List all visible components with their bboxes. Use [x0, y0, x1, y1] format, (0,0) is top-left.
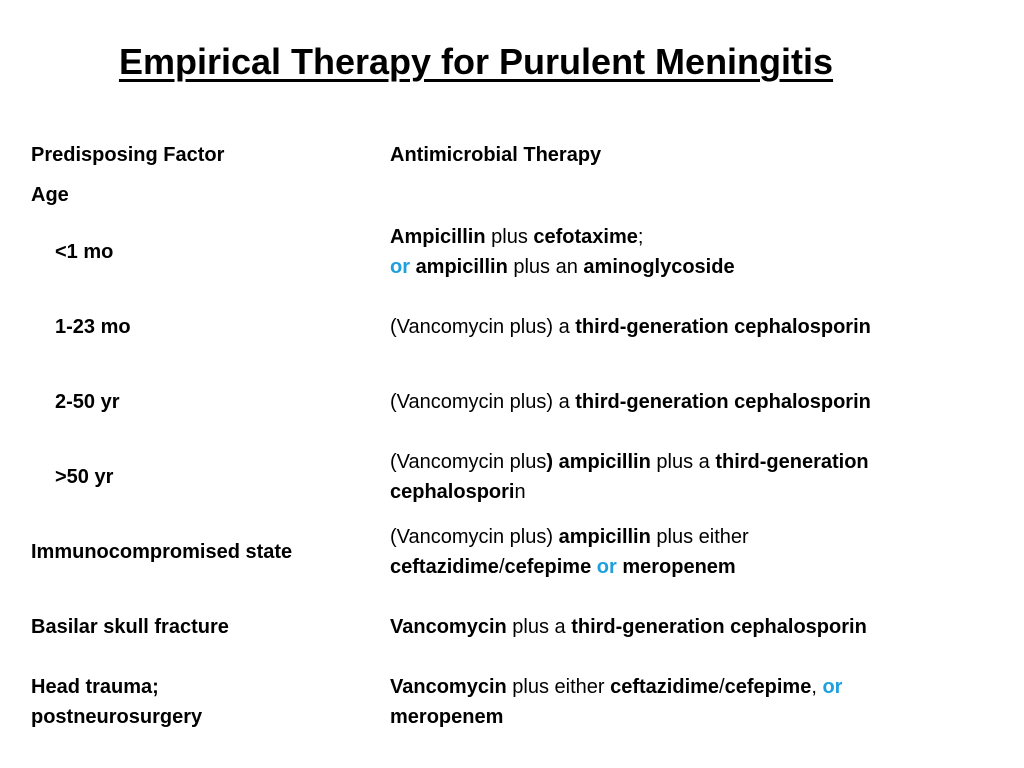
therapy-cell [390, 222, 1005, 282]
drug-name: third-generation cephalosporin [571, 616, 867, 638]
factor-cell: <1 mo [55, 241, 114, 263]
or-keyword: or [596, 556, 617, 578]
drug-name: ceftazidime [610, 676, 720, 698]
therapy-text: plus [485, 226, 534, 248]
factor-cell: Immunocompromised state [31, 541, 293, 563]
therapy-line [390, 447, 1005, 477]
therapy-line [390, 222, 1005, 252]
factor-cell-multiline [31, 672, 202, 732]
factor-cell: 2-50 yr [55, 391, 120, 413]
drug-name: third-generation cephalosporin [575, 316, 871, 338]
factor-cell: Basilar skull fracture [31, 616, 229, 638]
drug-name: ceftazidime [390, 556, 499, 578]
therapy-line [390, 252, 1005, 282]
therapy-cell [390, 522, 1005, 582]
therapy-line [390, 552, 1005, 582]
drug-name: aminoglycoside [583, 256, 735, 278]
header-predisposing-factor: Predisposing Factor [31, 144, 225, 166]
drug-name: ) ampicillin [546, 451, 651, 473]
slide-title: Empirical Therapy for Purulent Meningitis [118, 41, 834, 82]
drug-name: ampicillin [415, 256, 508, 278]
therapy-text: (Vancomycin plus) a [390, 316, 576, 338]
therapy-cell [390, 672, 1005, 732]
therapy-cell [390, 447, 1005, 507]
therapy-text: n [514, 481, 526, 503]
therapy-text: (Vancomycin plus) a [390, 391, 576, 413]
drug-name: Vancomycin [390, 616, 507, 638]
therapy-line [390, 522, 1005, 552]
therapy-text: (Vancomycin plus [390, 451, 547, 473]
therapy-line [390, 387, 1005, 417]
therapy-line [390, 702, 1005, 732]
therapy-text: , [811, 676, 823, 698]
or-keyword: or [822, 676, 843, 698]
therapy-cell [390, 312, 1005, 342]
therapy-cell [390, 387, 1005, 417]
drug-name: cefepime [724, 676, 812, 698]
drug-name: Ampicillin [390, 226, 486, 248]
therapy-line [390, 672, 1005, 702]
age-label: Age [31, 184, 69, 206]
therapy-text: / [719, 676, 725, 698]
factor-line: Head trauma; [31, 676, 159, 698]
factor-cell: 1-23 mo [55, 316, 131, 338]
therapy-text: ; [637, 226, 644, 248]
therapy-line [390, 477, 1005, 507]
therapy-text: plus either [650, 526, 749, 548]
header-antimicrobial-therapy: Antimicrobial Therapy [390, 144, 602, 166]
drug-name: meropenem [390, 706, 504, 728]
or-keyword: or [390, 256, 410, 278]
drug-name: third-generation [715, 451, 869, 473]
therapy-line [390, 612, 1005, 642]
therapy-text: plus a [650, 451, 716, 473]
drug-name: Vancomycin [390, 676, 507, 698]
therapy-text: / [498, 556, 505, 578]
therapy-text: plus an [507, 256, 584, 278]
drug-name: cefepime [504, 556, 592, 578]
drug-name: ampicillin [558, 526, 651, 548]
therapy-cell [390, 612, 1005, 642]
therapy-text: plus a [506, 616, 572, 638]
therapy-line [390, 312, 1005, 342]
drug-name: cefotaxime [533, 226, 638, 248]
therapy-text: plus either [506, 676, 611, 698]
drug-name: cephalospori [390, 481, 515, 503]
therapy-text: (Vancomycin plus) [390, 526, 559, 548]
factor-line: postneurosurgery [31, 706, 203, 728]
factor-cell: >50 yr [55, 466, 114, 488]
drug-name: third-generation cephalosporin [575, 391, 871, 413]
drug-name: meropenem [622, 556, 736, 578]
